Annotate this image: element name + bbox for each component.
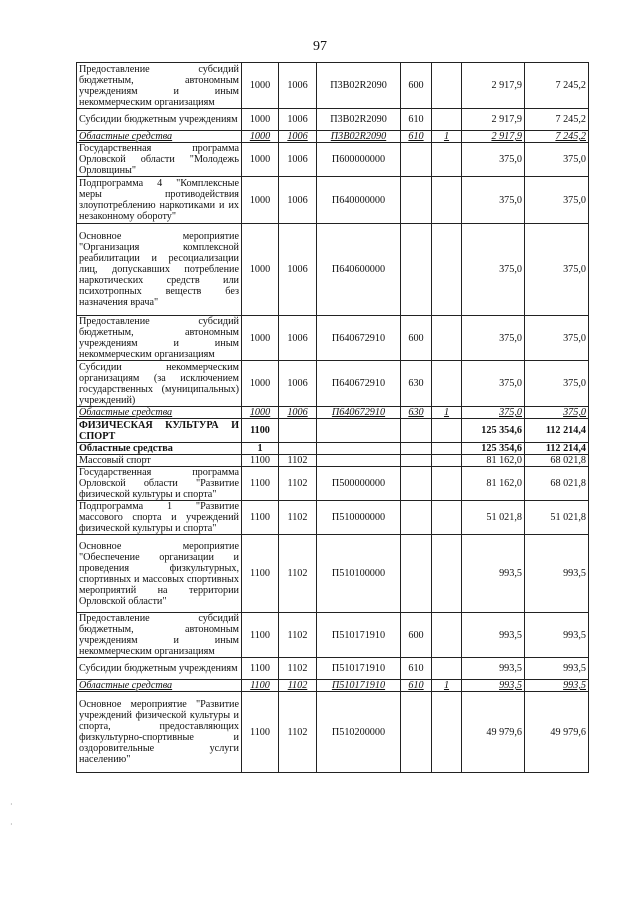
expense-type-code (401, 419, 432, 443)
section-code: 1100 (242, 613, 279, 658)
subsection-code: 1102 (279, 680, 317, 692)
amount-1: 375,0 (462, 143, 525, 177)
amount-1: 81 162,0 (462, 455, 525, 467)
subsection-code: 1006 (279, 361, 317, 407)
target-article-code: П510171910 (317, 680, 401, 692)
amount-2: 375,0 (525, 143, 589, 177)
section-code: 1100 (242, 658, 279, 680)
amount-2: 7 245,2 (525, 131, 589, 143)
section-code: 1100 (242, 680, 279, 692)
expense-type-code: 610 (401, 658, 432, 680)
expense-type-code: 600 (401, 63, 432, 109)
amount-2: 68 021,8 (525, 455, 589, 467)
amount-2: 993,5 (525, 658, 589, 680)
table-row (77, 467, 589, 501)
amount-1: 2 917,9 (462, 109, 525, 131)
target-article-code: П640600000 (317, 224, 401, 316)
table-row (77, 419, 589, 443)
section-code: 1 (242, 443, 279, 455)
expense-type-code (401, 535, 432, 613)
expense-type-code: 610 (401, 680, 432, 692)
amount-1: 125 354,6 (462, 419, 525, 443)
row-name: Субсидии бюджетным учреждениям (77, 109, 242, 131)
row-name: Предоставление субсидий бюджетным, автономным учреждениям и иным некоммерческим организациям (77, 613, 242, 658)
section-code: 1000 (242, 143, 279, 177)
subsection-code: 1102 (279, 613, 317, 658)
table-row (77, 177, 589, 224)
target-article-code: П510171910 (317, 613, 401, 658)
amount-2: 49 979,6 (525, 692, 589, 773)
amount-2: 375,0 (525, 361, 589, 407)
amount-1: 375,0 (462, 361, 525, 407)
source-code (432, 419, 462, 443)
source-code (432, 467, 462, 501)
target-article-code: П510000000 (317, 501, 401, 535)
row-name: Подпрограмма 1 "Развитие массового спорта и учреждений физической культуры и спорта" (77, 501, 242, 535)
row-name: Областные средства (77, 443, 242, 455)
source-code (432, 501, 462, 535)
subsection-code: 1006 (279, 224, 317, 316)
amount-1: 49 979,6 (462, 692, 525, 773)
row-name: Субсидии некоммерческим организациям (за исключением государственных (муниципальных) учреждений) (77, 361, 242, 407)
section-code: 1000 (242, 224, 279, 316)
section-code: 1100 (242, 455, 279, 467)
source-code: 1 (432, 680, 462, 692)
row-name: Областные средства (77, 407, 242, 419)
amount-1: 993,5 (462, 613, 525, 658)
section-code: 1000 (242, 177, 279, 224)
table-row (77, 316, 589, 361)
amount-1: 375,0 (462, 407, 525, 419)
target-article-code: П640672910 (317, 316, 401, 361)
target-article-code: П500000000 (317, 467, 401, 501)
source-code (432, 109, 462, 131)
source-code (432, 143, 462, 177)
amount-2: 375,0 (525, 316, 589, 361)
amount-1: 993,5 (462, 535, 525, 613)
source-code (432, 177, 462, 224)
table-row (77, 535, 589, 613)
table-row (77, 680, 589, 692)
table-body (77, 63, 589, 773)
amount-2: 375,0 (525, 177, 589, 224)
subsection-code: 1102 (279, 467, 317, 501)
row-name: Подпрограмма 4 "Комплексные меры противодействия злоупотреблению наркотиками и их незаконному обороту" (77, 177, 242, 224)
expense-type-code: 610 (401, 109, 432, 131)
table-row (77, 501, 589, 535)
amount-1: 375,0 (462, 177, 525, 224)
amount-2: 375,0 (525, 224, 589, 316)
table-row (77, 109, 589, 131)
source-code: 1 (432, 131, 462, 143)
amount-2: 51 021,8 (525, 501, 589, 535)
amount-1: 375,0 (462, 316, 525, 361)
subsection-code: 1006 (279, 63, 317, 109)
expense-type-code (401, 692, 432, 773)
row-name: ФИЗИЧЕСКАЯ КУЛЬТУРА И СПОРТ (77, 419, 242, 443)
expense-type-code (401, 224, 432, 316)
target-article-code: П510171910 (317, 658, 401, 680)
target-article-code (317, 419, 401, 443)
amount-2: 7 245,2 (525, 109, 589, 131)
target-article-code: П510100000 (317, 535, 401, 613)
section-code: 1100 (242, 467, 279, 501)
subsection-code: 1006 (279, 131, 317, 143)
subsection-code: 1006 (279, 109, 317, 131)
amount-1: 81 162,0 (462, 467, 525, 501)
amount-2: 112 214,4 (525, 443, 589, 455)
amount-2: 112 214,4 (525, 419, 589, 443)
row-name: Областные средства (77, 131, 242, 143)
source-code (432, 455, 462, 467)
amount-1: 993,5 (462, 680, 525, 692)
target-article-code: П640672910 (317, 361, 401, 407)
source-code (432, 63, 462, 109)
row-name: Массовый спорт (77, 455, 242, 467)
target-article-code: П3В02R2090 (317, 63, 401, 109)
subsection-code: 1102 (279, 455, 317, 467)
section-code: 1100 (242, 419, 279, 443)
amount-2: 375,0 (525, 407, 589, 419)
expense-type-code (401, 143, 432, 177)
row-name: Основное мероприятие "Развитие учреждений физической культуры и спорта, предоставляющих физкультурно-спортивные и оздоровительные услуги населению" (77, 692, 242, 773)
amount-1: 993,5 (462, 658, 525, 680)
source-code (432, 361, 462, 407)
row-name: Основное мероприятие "Организация комплексной реабилитации и ресоциализации лиц, допускавших потребление наркотических средств или психотропных веществ без назначения врача" (77, 224, 242, 316)
subsection-code: 1006 (279, 143, 317, 177)
source-code (432, 316, 462, 361)
expense-type-code: 600 (401, 316, 432, 361)
amount-1: 51 021,8 (462, 501, 525, 535)
expense-type-code (401, 443, 432, 455)
target-article-code: П3В02R2090 (317, 109, 401, 131)
expense-type-code: 630 (401, 407, 432, 419)
source-code (432, 692, 462, 773)
amount-2: 993,5 (525, 535, 589, 613)
target-article-code (317, 455, 401, 467)
expense-type-code (401, 455, 432, 467)
target-article-code: П3В02R2090 (317, 131, 401, 143)
expense-type-code: 600 (401, 613, 432, 658)
target-article-code: П600000000 (317, 143, 401, 177)
amount-2: 993,5 (525, 613, 589, 658)
target-article-code (317, 443, 401, 455)
expense-type-code (401, 177, 432, 224)
section-code: 1100 (242, 501, 279, 535)
expense-type-code (401, 501, 432, 535)
source-code: 1 (432, 407, 462, 419)
subsection-code: 1006 (279, 407, 317, 419)
source-code (432, 535, 462, 613)
table-row (77, 443, 589, 455)
target-article-code: П640000000 (317, 177, 401, 224)
section-code: 1000 (242, 109, 279, 131)
table-row (77, 407, 589, 419)
table-row (77, 224, 589, 316)
amount-2: 993,5 (525, 680, 589, 692)
section-code: 1000 (242, 316, 279, 361)
section-code: 1000 (242, 63, 279, 109)
subsection-code: 1006 (279, 316, 317, 361)
table-row (77, 63, 589, 109)
row-name: Основное мероприятие "Обеспечение организации и проведения физкультурных, спортивных и массовых спортивных мероприятий на территории Орловской области" (77, 535, 242, 613)
row-name: Субсидии бюджетным учреждениям (77, 658, 242, 680)
section-code: 1000 (242, 131, 279, 143)
section-code: 1100 (242, 535, 279, 613)
row-name: Государственная программа Орловской области "Развитие физической культуры и спорта" (77, 467, 242, 501)
amount-1: 375,0 (462, 224, 525, 316)
source-code (432, 443, 462, 455)
section-code: 1100 (242, 692, 279, 773)
subsection-code (279, 443, 317, 455)
table-row (77, 658, 589, 680)
section-code: 1000 (242, 407, 279, 419)
table-row (77, 613, 589, 658)
table-row (77, 455, 589, 467)
subsection-code: 1102 (279, 692, 317, 773)
row-name: Предоставление субсидий бюджетным, автономным учреждениям и иным некоммерческим организациям (77, 63, 242, 109)
table-row (77, 692, 589, 773)
expense-type-code (401, 467, 432, 501)
amount-1: 125 354,6 (462, 443, 525, 455)
scan-margin-mark: · (10, 800, 13, 809)
source-code (432, 658, 462, 680)
row-name: Государственная программа Орловской области "Молодежь Орловщины" (77, 143, 242, 177)
target-article-code: П510200000 (317, 692, 401, 773)
source-code (432, 613, 462, 658)
expense-type-code: 630 (401, 361, 432, 407)
page-number: 97 (313, 39, 327, 54)
subsection-code: 1006 (279, 177, 317, 224)
subsection-code (279, 419, 317, 443)
subsection-code: 1102 (279, 501, 317, 535)
table-row (77, 143, 589, 177)
amount-2: 7 245,2 (525, 63, 589, 109)
amount-1: 2 917,9 (462, 63, 525, 109)
table-row (77, 131, 589, 143)
expense-type-code: 610 (401, 131, 432, 143)
source-code (432, 224, 462, 316)
row-name: Областные средства (77, 680, 242, 692)
section-code: 1000 (242, 361, 279, 407)
scan-margin-mark: · (10, 820, 13, 829)
subsection-code: 1102 (279, 658, 317, 680)
row-name: Предоставление субсидий бюджетным, автономным учреждениям и иным некоммерческим организациям (77, 316, 242, 361)
budget-table (76, 62, 589, 773)
table-row (77, 361, 589, 407)
subsection-code: 1102 (279, 535, 317, 613)
amount-1: 2 917,9 (462, 131, 525, 143)
target-article-code: П640672910 (317, 407, 401, 419)
amount-2: 68 021,8 (525, 467, 589, 501)
